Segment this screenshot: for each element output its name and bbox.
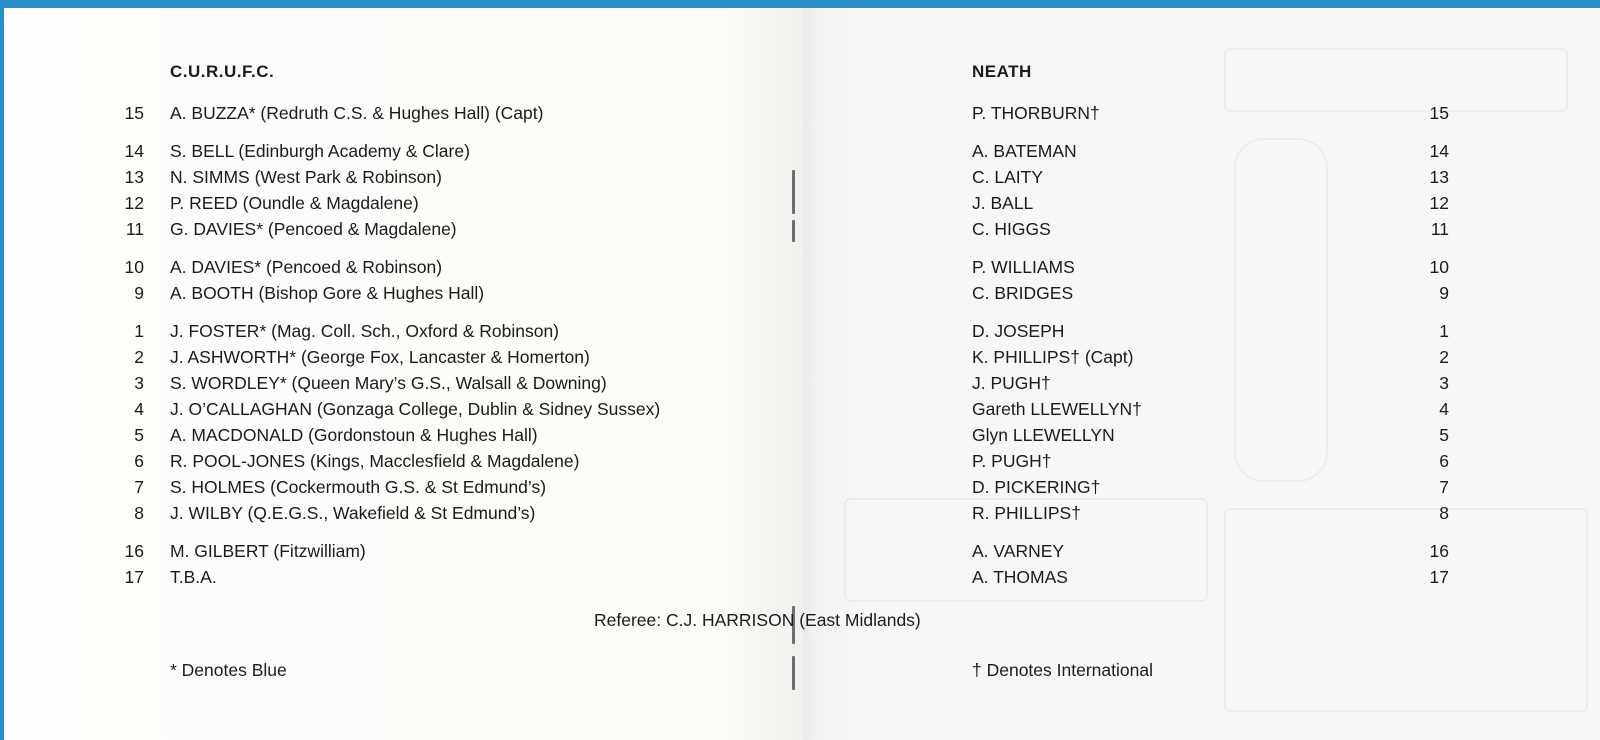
away-player-number: 7 bbox=[1439, 477, 1449, 497]
bleed-through-panel bbox=[1234, 138, 1328, 482]
away-player-number: 2 bbox=[1439, 347, 1449, 367]
bleed-through-panel bbox=[1224, 508, 1588, 712]
away-player-number: 8 bbox=[1439, 503, 1449, 523]
away-player-name: Gareth LLEWELLYN† bbox=[972, 399, 1142, 419]
home-player-number: 12 bbox=[124, 193, 144, 213]
home-player-number: 14 bbox=[124, 141, 144, 161]
away-player-number: 11 bbox=[1430, 219, 1449, 239]
home-player-number: 4 bbox=[134, 399, 144, 419]
home-player-number: 10 bbox=[124, 257, 144, 277]
away-player-number: 5 bbox=[1439, 425, 1449, 445]
staple-lower bbox=[792, 656, 795, 690]
away-player-name: R. PHILLIPS† bbox=[972, 503, 1081, 523]
away-player-number: 4 bbox=[1439, 399, 1449, 419]
away-player-name: C. BRIDGES bbox=[972, 283, 1074, 303]
away-player-name: D. JOSEPH bbox=[972, 321, 1065, 341]
away-player-number: 6 bbox=[1439, 451, 1449, 471]
home-player-number: 15 bbox=[124, 103, 144, 123]
away-player-name: C. LAITY bbox=[972, 167, 1043, 187]
international-note: † Denotes International bbox=[972, 660, 1153, 680]
home-player-name: N. SIMMS (West Park & Robinson) bbox=[170, 167, 442, 187]
away-player-number: 13 bbox=[1429, 167, 1449, 187]
home-player-number: 11 bbox=[125, 219, 144, 239]
away-player-name: A. THOMAS bbox=[972, 567, 1068, 587]
referee-line: Referee: C.J. HARRISON (East Midlands) bbox=[594, 610, 921, 630]
home-player-name: M. GILBERT (Fitzwilliam) bbox=[170, 541, 366, 561]
away-player-name: A. BATEMAN bbox=[972, 141, 1077, 161]
home-player-name: A. DAVIES* (Pencoed & Robinson) bbox=[170, 257, 443, 277]
blue-note: * Denotes Blue bbox=[170, 660, 287, 680]
away-player-name: A. VARNEY bbox=[972, 541, 1065, 561]
away-player-name: P. WILLIAMS bbox=[972, 257, 1075, 277]
home-player-name: S. HOLMES (Cockermouth G.S. & St Edmund’s) bbox=[170, 477, 547, 497]
home-player-name: S. WORDLEY* (Queen Mary’s G.S., Walsall & Downing) bbox=[170, 373, 607, 393]
home-player-name: T.B.A. bbox=[170, 567, 217, 587]
away-player-name: P. THORBURN† bbox=[972, 103, 1100, 123]
home-player-name: P. REED (Oundle & Magdalene) bbox=[170, 193, 419, 213]
home-player-number: 5 bbox=[134, 425, 144, 445]
away-player-number: 9 bbox=[1439, 283, 1449, 303]
staple-upper bbox=[792, 220, 795, 242]
away-player-name: K. PHILLIPS† (Capt) bbox=[972, 347, 1134, 367]
away-player-number: 16 bbox=[1429, 541, 1449, 561]
home-player-name: A. MACDONALD (Gordonstoun & Hughes Hall) bbox=[170, 425, 538, 445]
programme-spread bbox=[4, 8, 1600, 740]
away-player-number: 14 bbox=[1429, 141, 1449, 161]
away-player-number: 17 bbox=[1429, 567, 1449, 587]
home-player-name: G. DAVIES* (Pencoed & Magdalene) bbox=[170, 219, 457, 239]
home-player-name: J. O’CALLAGHAN (Gonzaga College, Dublin & Sidney Sussex) bbox=[170, 399, 661, 419]
home-player-name: J. FOSTER* (Mag. Coll. Sch., Oxford & Robinson) bbox=[170, 321, 560, 341]
away-player-name: Glyn LLEWELLYN bbox=[972, 425, 1115, 445]
home-team-title: C.U.R.U.F.C. bbox=[170, 62, 275, 81]
away-team-title: NEATH bbox=[972, 62, 1032, 81]
home-player-number: 9 bbox=[134, 283, 144, 303]
away-player-number: 12 bbox=[1429, 193, 1449, 213]
away-player-name: D. PICKERING† bbox=[972, 477, 1101, 497]
away-player-name: C. HIGGS bbox=[972, 219, 1051, 239]
home-player-name: S. BELL (Edinburgh Academy & Clare) bbox=[170, 141, 470, 161]
staple-upper bbox=[792, 170, 795, 214]
home-player-number: 17 bbox=[124, 567, 144, 587]
away-player-number: 10 bbox=[1429, 257, 1449, 277]
away-player-number: 15 bbox=[1429, 103, 1449, 123]
home-player-name: J. ASHWORTH* (George Fox, Lancaster & Homerton) bbox=[170, 347, 590, 367]
away-player-name: P. PUGH† bbox=[972, 451, 1052, 471]
home-player-number: 8 bbox=[134, 503, 144, 523]
home-player-name: J. WILBY (Q.E.G.S., Wakefield & St Edmund’s) bbox=[170, 503, 536, 523]
home-player-number: 7 bbox=[134, 477, 144, 497]
bleed-through-panel bbox=[1224, 48, 1568, 112]
home-player-number: 3 bbox=[134, 373, 144, 393]
home-player-number: 16 bbox=[124, 541, 144, 561]
home-player-number: 1 bbox=[134, 321, 144, 341]
home-player-number: 13 bbox=[124, 167, 144, 187]
home-player-number: 2 bbox=[134, 347, 144, 367]
away-player-name: J. PUGH† bbox=[972, 373, 1051, 393]
away-player-number: 1 bbox=[1439, 321, 1449, 341]
away-player-number: 3 bbox=[1439, 373, 1449, 393]
away-player-name: J. BALL bbox=[972, 193, 1034, 213]
home-player-name: R. POOL-JONES (Kings, Macclesfield & Magdalene) bbox=[170, 451, 580, 471]
home-player-name: A. BUZZA* (Redruth C.S. & Hughes Hall) (Capt) bbox=[170, 103, 544, 123]
right-page bbox=[804, 8, 1600, 740]
home-player-name: A. BOOTH (Bishop Gore & Hughes Hall) bbox=[170, 283, 485, 303]
home-player-number: 6 bbox=[134, 451, 144, 471]
